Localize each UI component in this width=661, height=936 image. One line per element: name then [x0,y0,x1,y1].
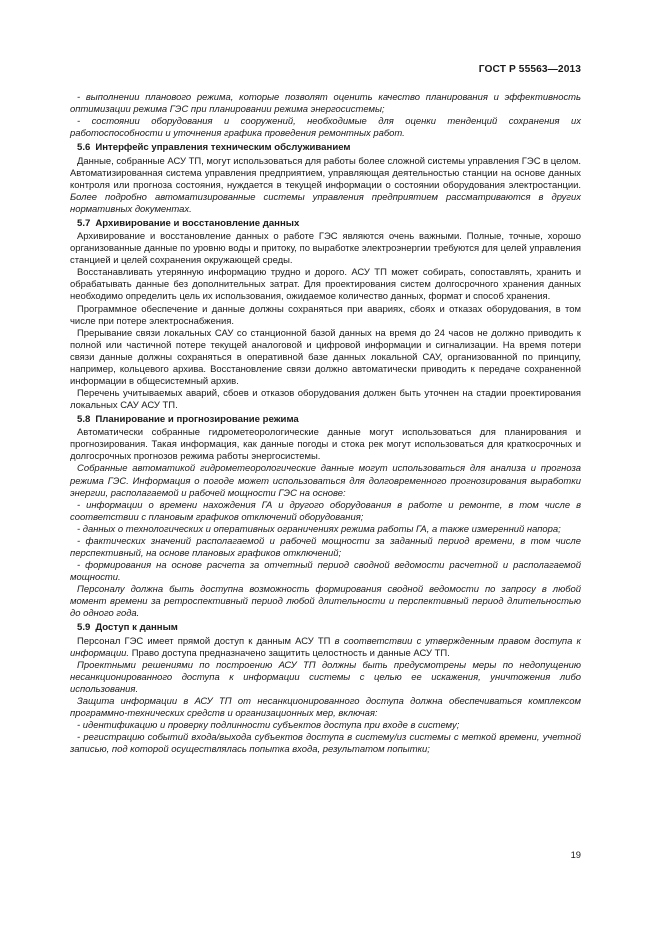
paragraph: Автоматически собранные гидрометеорологические данные могут использоваться для планирования и прогнозирования. Такая информация, как данные погоды и стока рек могут использоваться для краткосрочных и долгосрочных прогнозов режима работы энергосистемы. [70,427,581,463]
section-title: Интерфейс управления техническим обслуживанием [95,142,351,154]
list-item: - регистрацию событий входа/выхода субъектов доступа в систему/из системы с меткой времени, учетной записью, под которой осуществлялась попытка входа, результатом попытки; [70,731,581,755]
section-number: 5.9 [77,622,91,634]
section-heading-5-6 [70,142,581,154]
paragraph: Программное обеспечение и данные должны сохраняться при авариях, сбоях и отказах оборудования, в том числе при потере электроснабжения. [70,303,581,327]
section-heading-5-8 [70,414,581,426]
section-title: Доступ к данным [95,622,178,634]
paragraph: Перечень учитываемых аварий, сбоев и отказов оборудования должен быть уточнен на стадии проектирования локальных САУ АСУ ТП. [70,387,581,411]
list-item: - данных о технологических и оперативных ограничениях режима работы ГА, а также измеренний напора; [77,523,561,535]
page-number: 19 [570,849,581,860]
paragraph: Проектными решениями по построению АСУ ТП должны быть предусмотрены меры по недопущению несанкционированного доступа к информации системы с целью ее искажения, уничтожения либо использования. [70,659,581,695]
section-title: Архивирование и восстановление данных [95,217,300,229]
list-item: - фактических значений располагаемой и рабочей мощности за заданный период времени, в том числе перспективный, на основе плановых графиков отключений; [70,535,581,559]
paragraph-text: Право доступа предназначено защитить целостность и данные АСУ ТП. [131,647,450,659]
list-item: - идентификацию и проверку подлинности субъектов доступа при входе в систему; [77,719,460,731]
paragraph: Архивирование и восстановление данных о работе ГЭС являются очень важными. Полные, точные, хорошо организованные данные по уровню воды и притоку, по выработке электроэнергии требуются для целей управления станцией и целей сохранения окружающей среды. [70,231,581,267]
paragraph: Собранные автоматикой гидрометеорологические данные могут использоваться для анализа и прогноза режима ГЭС. Информация о погоде может использоваться для долговременного прогнозирования выработки энергии, располагаемой и рабочей мощности ГЭС на основе: [70,463,581,499]
paragraph: Восстанавливать утерянную информацию трудно и дорого. АСУ ТП может собирать, сопоставлять, хранить и обрабатывать данные без дополнительных затрат. Для проектирования систем долгосрочного хранения данных необходимо определить цель их использования, ожидаемое количество данных, формат и способ хранения. [70,267,581,303]
paragraph: - выполнении планового режима, которые позволят оценить качество планирования и эффективность оптимизации режима ГЭС при планировании режима энергосистемы; [70,92,581,116]
list-item: - формирования на основе расчета за отчетный период сводной ведомости расчетной и располагаемой мощности. [70,559,581,583]
section-number: 5.8 [77,413,91,425]
section-number: 5.6 [77,142,91,154]
section-heading-5-9 [70,622,581,634]
paragraph-text-italic: Более подробно автоматизированные системы управления предприятием рассматриваются в других нормативных документах. [70,191,581,215]
section-heading-5-7 [70,218,581,230]
paragraph [70,156,581,216]
section-title: Планирование и прогнозирование режима [95,413,299,425]
document-body [70,92,581,756]
paragraph-text: Персонал ГЭС имеет прямой доступ к данным АСУ ТП [77,635,331,647]
paragraph [70,636,581,660]
paragraph: Защита информации в АСУ ТП от несанкционированного доступа должна обеспечиваться комплексом программно-технических средств и организационных мер, включая: [70,695,581,719]
list-item: - информации о времени нахождения ГА и другого оборудования в работе и ремонте, в том числе в соответствии с плановым графиков отключений оборудования; [70,499,581,523]
paragraph-text-italic: в соответствии с утвержденным правом доступа к информации. [70,635,582,659]
document-number: ГОСТ Р 55563—2013 [478,64,581,75]
paragraph: Персоналу должна быть доступна возможность формирования сводной ведомости по запросу в любой момент времени за ретроспективный период любой длительности и перспективный период длительностью до одного года. [70,583,581,620]
section-number: 5.7 [77,217,91,229]
paragraph-text: Данные, собранные АСУ ТП, могут использоваться для работы более сложной системы управления ГЭС в целом. Автоматизированная система управления предприятием, управляющая деятельностью станции на основе данных контроля или прогноза состояния, нуждается в текущей информации о состоянии оборудования электростанции. [70,155,581,191]
paragraph: - состоянии оборудования и сооружений, необходимые для оценки тенденций сохранения их работоспособности и уточнения графика проведения ремонтных работ. [70,116,581,140]
paragraph: Прерывание связи локальных САУ со станционной базой данных на время до 24 часов не должно приводить к полной или частичной потере текущей аналоговой и цифровой информации и сигнализации. На время потери связи данные должны сохраняться в оперативной базе данных локальной САУ, организованной по принципу, например, кольцевого архива. Восстановление связи должно автоматически приводить к передаче сохраненной информации в общесистемный архив. [70,327,581,387]
